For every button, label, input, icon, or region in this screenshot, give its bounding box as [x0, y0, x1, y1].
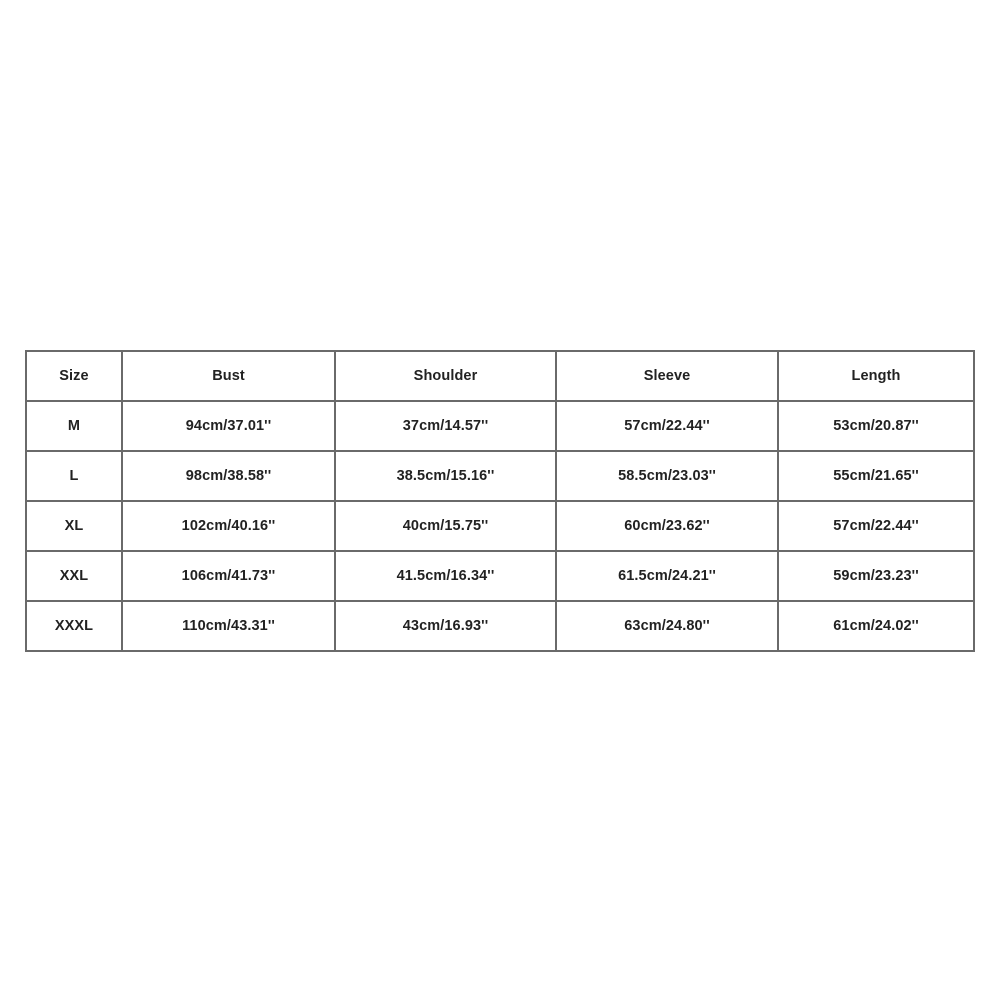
- table-row: [26, 551, 974, 601]
- cell-sleeve: 60cm/23.62'': [556, 501, 778, 551]
- cell-size: XXXL: [26, 601, 122, 651]
- cell-bust: 98cm/38.58'': [122, 451, 335, 501]
- cell-shoulder: 41.5cm/16.34'': [335, 551, 556, 601]
- header-bust: Bust: [122, 351, 335, 401]
- cell-size: M: [26, 401, 122, 451]
- table-row: [26, 501, 974, 551]
- cell-bust: 94cm/37.01'': [122, 401, 335, 451]
- cell-shoulder: 40cm/15.75'': [335, 501, 556, 551]
- cell-size: XXL: [26, 551, 122, 601]
- cell-size: XL: [26, 501, 122, 551]
- cell-length: 57cm/22.44'': [778, 501, 974, 551]
- cell-sleeve: 63cm/24.80'': [556, 601, 778, 651]
- cell-shoulder: 43cm/16.93'': [335, 601, 556, 651]
- header-sleeve: Sleeve: [556, 351, 778, 401]
- cell-length: 53cm/20.87'': [778, 401, 974, 451]
- header-shoulder: Shoulder: [335, 351, 556, 401]
- cell-size: L: [26, 451, 122, 501]
- cell-sleeve: 58.5cm/23.03'': [556, 451, 778, 501]
- cell-shoulder: 38.5cm/15.16'': [335, 451, 556, 501]
- table-row: [26, 451, 974, 501]
- cell-bust: 102cm/40.16'': [122, 501, 335, 551]
- cell-sleeve: 61.5cm/24.21'': [556, 551, 778, 601]
- table-row: [26, 601, 974, 651]
- size-chart-table: [25, 350, 975, 652]
- cell-bust: 110cm/43.31'': [122, 601, 335, 651]
- cell-sleeve: 57cm/22.44'': [556, 401, 778, 451]
- header-size: Size: [26, 351, 122, 401]
- cell-length: 61cm/24.02'': [778, 601, 974, 651]
- table-header-row: [26, 351, 974, 401]
- header-length: Length: [778, 351, 974, 401]
- cell-shoulder: 37cm/14.57'': [335, 401, 556, 451]
- cell-bust: 106cm/41.73'': [122, 551, 335, 601]
- cell-length: 55cm/21.65'': [778, 451, 974, 501]
- table-row: [26, 401, 974, 451]
- cell-length: 59cm/23.23'': [778, 551, 974, 601]
